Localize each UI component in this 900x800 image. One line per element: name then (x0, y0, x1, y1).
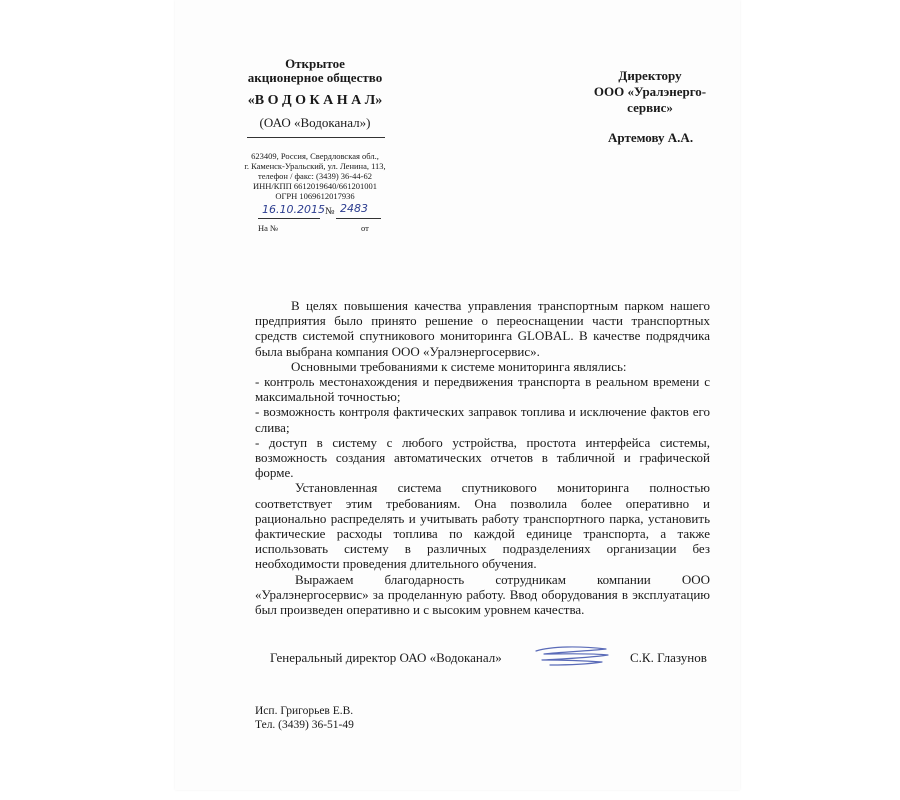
reference-label: На № (258, 223, 279, 233)
outgoing-number: 2483 (340, 202, 368, 215)
addressee-company-cont: сервис» (627, 100, 673, 115)
addressee-company: ООО «Уралэнерго- (593, 84, 707, 99)
org-phone: телефон / факс: (3439) 36-44-62 (258, 171, 372, 181)
org-address-line1: 623409, Россия, Свердловская обл., (251, 151, 379, 161)
addressee-title: Директору (618, 68, 682, 83)
signatory-name: С.К. Глазунов (630, 650, 707, 665)
org-short-name: (ОАО «Водоканал») (259, 115, 371, 130)
body-paragraph-1: В целях повышения качества управления транспортным парком нашего предприятия было принято решение о переоснащении части транспортных средств системой спутникового мониторинга GLOBAL. В качестве подрядчика была выбрана компания ООО «Уралэнергосервис». (255, 298, 710, 359)
reference-from-label: от (361, 223, 369, 233)
executor-phone: Тел. (3439) 36-51-49 (255, 719, 354, 731)
body-paragraph-2: Основными требованиями к системе мониторинга являлись: (291, 358, 627, 374)
body-paragraph-3: Установленная система спутникового мониторинга полностью соответствует этим требованиям. Она позволила более оперативно и рационально распределять и учитывать работу транспортного парка, установить фактические расходы топлива по каждой единице транспорта, а также использовать систему в различных подразделениях организации без необходимости проведения длительного обучения. (255, 480, 710, 572)
executor-name: Исп. Григорьев Е.В. (255, 705, 354, 717)
org-type-line1: Открытое (285, 56, 345, 71)
org-address-line2: г. Каменск-Уральский, ул. Ленина, 113, (244, 161, 386, 171)
body-paragraph-4: Выражаем благодарность сотрудникам компании ООО «Уралэнергосервис» за проделанную работу. Ввод оборудования в эксплуатацию был произведен оперативно и с высоким уровнем качества. (255, 571, 710, 618)
requirement-item-1: - контроль местонахождения и передвижения транспорта в реальном времени с максимальной точностью; (255, 374, 710, 405)
number-underline (336, 218, 381, 219)
org-name: «В О Д О К А Н А Л» (247, 93, 383, 108)
addressee-name: Артемову А.А. (608, 130, 694, 145)
org-inn: ИНН/КПП 6612019640/661201001 (253, 181, 377, 191)
number-sign: № (325, 206, 335, 217)
handwritten-signature (532, 643, 612, 671)
org-ogrn: ОГРН 1069612017936 (275, 191, 355, 201)
outgoing-date: 16.10.2015 (262, 203, 325, 216)
org-type-line2: акционерное общество (247, 70, 383, 85)
letter-body (255, 298, 710, 617)
date-underline (258, 218, 320, 219)
requirement-item-3: - доступ в систему с любого устройства, простота интерфейса системы, возможность создания автоматических отчетов в табличной и графической форме. (255, 434, 710, 481)
header-divider (247, 137, 385, 138)
requirement-item-2: - возможность контроля фактических заправок топлива и исключение фактов его слива; (255, 404, 710, 435)
signatory-position: Генеральный директор ОАО «Водоканал» (270, 650, 502, 665)
